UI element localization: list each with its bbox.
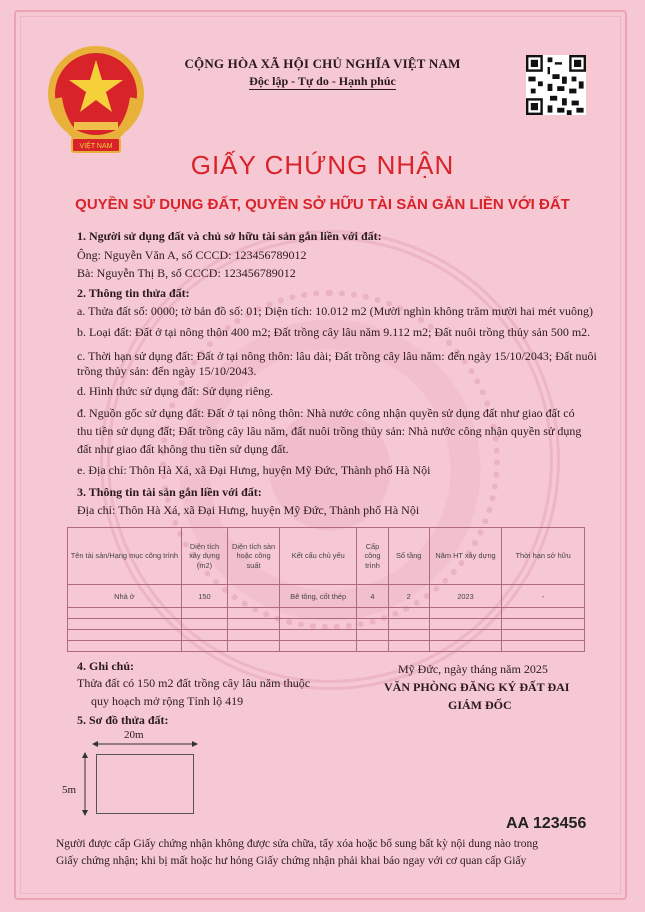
asset-address: Địa chỉ: Thôn Hà Xá, xã Đại Hưng, huyện Mỹ Đức, Thành phố Hà Nội [77, 503, 420, 517]
width-dimension-arrow-icon [92, 738, 198, 750]
column-header: Số tầng [388, 528, 429, 585]
table-cell: 2023 [429, 585, 501, 608]
motto-text: Độc lập - Tự do - Hạnh phúc [249, 74, 396, 88]
table-row-empty [68, 619, 585, 630]
table-header-row [68, 528, 585, 585]
parcel-info-a: a. Thửa đất số: 0000; tờ bản đồ số: 01; Diện tích: 10.012 m2 (Mười nghìn không trăm mười hai mét vuông) [77, 304, 593, 318]
emblem-label: VIỆT NAM [79, 143, 113, 150]
asset-table [67, 527, 585, 652]
column-header: Diện tích sàn hoặc công suất [228, 528, 280, 585]
section5-heading: 5. Sơ đồ thửa đất: [77, 713, 169, 727]
note-line1: Thửa đất có 150 m2 đất trồng cây lâu năm thuộc [77, 676, 311, 690]
note-line2: quy hoạch mở rộng Tỉnh lộ 419 [91, 694, 244, 708]
table-cell: - [502, 585, 585, 608]
section1-heading: 1. Người sử dụng đất và chủ sở hữu tài sản gắn liền với đất: [77, 229, 382, 243]
column-header: Thời hạn sở hữu [502, 528, 585, 585]
table-cell: 4 [357, 585, 388, 608]
document-title: GIẤY CHỨNG NHẬN [190, 150, 455, 180]
table-cell: 150 [181, 585, 228, 608]
parcel-info-dd-line3: đất như giao đất không thu tiền sử dụng đất. [77, 442, 289, 456]
parcel-sketch [96, 754, 194, 814]
table-cell [228, 585, 280, 608]
column-header: Tên tài sản/Hạng mục công trình [68, 528, 182, 585]
column-header: Kết cấu chủ yếu [279, 528, 357, 585]
document-subtitle: QUYỀN SỬ DỤNG ĐẤT, QUYỀN SỞ HỮU TÀI SẢN GẮN LIỀN VỚI ĐẤT [75, 196, 570, 213]
column-header: Năm HT xây dựng [429, 528, 501, 585]
sketch-width-label: 20m [124, 729, 144, 741]
parcel-info-c-line1: c. Thời hạn sử dụng đất: Đất ở tại nông thôn: lâu dài; Đất trồng cây lâu năm: đến ngày 15/10/2043; Đất nuôi [77, 349, 597, 363]
national-emblem-icon [44, 38, 148, 168]
issue-date-line: Mỹ Đức, ngày tháng năm 2025 [398, 662, 548, 676]
section3-heading: 3. Thông tin tài sản gắn liền với đất: [77, 485, 262, 499]
table-row-empty [68, 641, 585, 652]
column-header: Cấp công trình [357, 528, 388, 585]
table-cell: Bê tông, cốt thép [279, 585, 357, 608]
footer-line1: Người được cấp Giấy chứng nhận không được sửa chữa, tẩy xóa hoặc bổ sung bất kỳ nội dung nào trong [56, 838, 538, 850]
parcel-info-dd-line2: thu tiền sử dụng đất; Đất trồng cây lâu năm, đất nuôi trồng thủy sản: Nhà nước công nhận quyền sử dụng [77, 424, 582, 438]
table-cell: 2 [388, 585, 429, 608]
issuing-office: VĂN PHÒNG ĐĂNG KÝ ĐẤT ĐAI [384, 680, 570, 694]
national-motto [150, 74, 495, 89]
height-dimension-arrow-icon [79, 752, 91, 816]
section4-heading: 4. Ghi chú: [77, 659, 135, 673]
owner-1: Ông: Nguyễn Văn A, số CCCD: 123456789012 [77, 248, 307, 262]
table-row [68, 585, 585, 608]
table-cell: Nhà ở [68, 585, 182, 608]
footer-line2: Giấy chứng nhận; khi bị mất hoặc hư hỏng Giấy chứng nhận phải khai báo ngay với cơ quan cấp Giấy [56, 855, 527, 867]
table-row-empty [68, 630, 585, 641]
owner-2: Bà: Nguyễn Thị B, số CCCD: 123456789012 [77, 266, 296, 280]
table-row-empty [68, 608, 585, 619]
column-header: Diện tích xây dựng (m2) [181, 528, 228, 585]
country-name: CỘNG HÒA XÃ HỘI CHỦ NGHĨA VIỆT NAM [184, 56, 461, 71]
parcel-info-b: b. Loại đất: Đất ở tại nông thôn 400 m2; Đất trồng cây lâu năm 9.112 m2; Đất nuôi trồng thủy sản 500 m2. [77, 325, 591, 339]
qr-code-icon [526, 55, 586, 115]
sketch-height-label: 5m [62, 784, 77, 796]
parcel-info-d: d. Hình thức sử dụng đất: Sử dụng riêng. [77, 384, 274, 398]
section2-heading: 2. Thông tin thửa đất: [77, 286, 190, 300]
parcel-info-c-line2: trồng thủy sản: đến ngày 15/10/2043. [77, 364, 257, 378]
parcel-info-e: e. Địa chỉ: Thôn Hà Xá, xã Đại Hưng, huyện Mỹ Đức, Thành phố Hà Nội [77, 463, 431, 477]
parcel-info-dd-line1: đ. Nguồn gốc sử dụng đất: Đất ở tại nông thôn: Nhà nước công nhận quyền sử dụng đất như giao đất có [77, 406, 575, 420]
serial-number: AA 123456 [506, 815, 587, 832]
signer-position: GIÁM ĐỐC [448, 698, 512, 712]
